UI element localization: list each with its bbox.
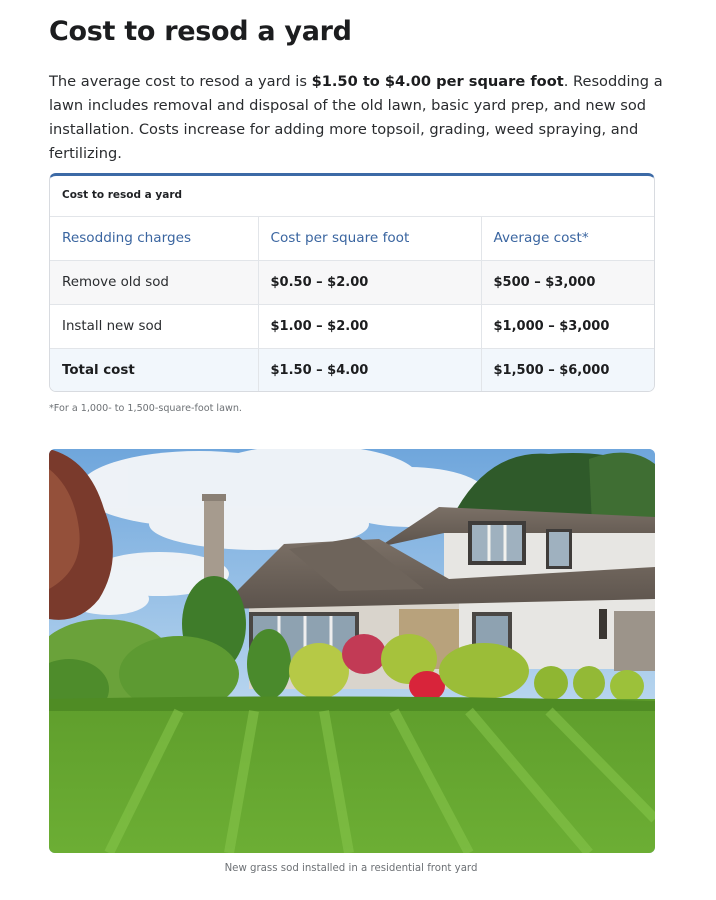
page-title: Cost to resod a yard	[49, 16, 352, 47]
photo-caption: New grass sod installed in a residential front yard	[224, 863, 478, 874]
row-label: Remove old sod	[50, 260, 258, 304]
total-cost-per-sqft-cell: $1.50 – $4.00	[258, 348, 481, 392]
intro-text-start: The average cost to resod a yard is	[49, 73, 312, 90]
average-cost-cell: $1,000 – $3,000	[481, 304, 655, 348]
house-lawn-illustration	[49, 449, 655, 853]
table-row	[50, 260, 655, 304]
column-header-cost-per-sqft: Cost per square foot	[258, 217, 481, 260]
cost-table	[50, 217, 655, 392]
total-row-label: Total cost	[50, 348, 258, 392]
intro-paragraph	[49, 70, 674, 166]
cost-per-sqft-cell: $0.50 – $2.00	[258, 260, 481, 304]
house-lawn-photo	[49, 449, 655, 853]
column-header-charges: Resodding charges	[50, 217, 258, 260]
total-average-cost-cell: $1,500 – $6,000	[481, 348, 655, 392]
table-total-row	[50, 348, 655, 392]
table-header-row	[50, 217, 655, 260]
intro-text-end: . Resodding a lawn includes removal and disposal of the old lawn, basic yard prep, and new sod installation. Costs increase for adding more topsoil, grading, weed spraying, and fertilizing.	[49, 73, 663, 162]
cost-per-sqft-cell: $1.00 – $2.00	[258, 304, 481, 348]
intro-price-highlight: $1.50 to $4.00 per square foot	[311, 73, 564, 90]
cost-table-card	[49, 173, 655, 392]
column-header-average-cost: Average cost*	[481, 217, 655, 260]
table-caption: Cost to resod a yard	[50, 176, 654, 217]
table-row	[50, 304, 655, 348]
table-footnote: *For a 1,000- to 1,500-square-foot lawn.	[49, 403, 242, 414]
average-cost-cell: $500 – $3,000	[481, 260, 655, 304]
row-label: Install new sod	[50, 304, 258, 348]
